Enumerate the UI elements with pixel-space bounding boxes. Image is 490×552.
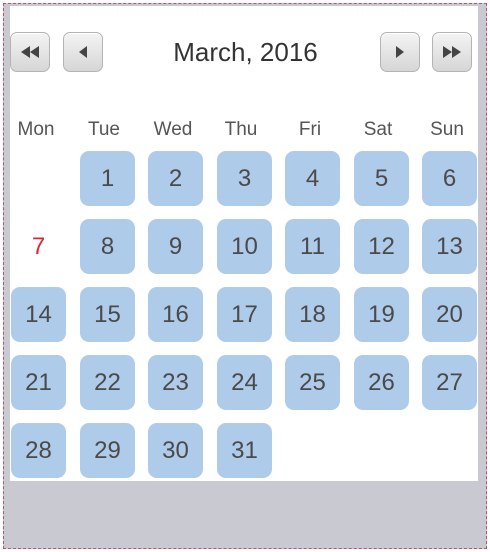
day-cell[interactable]: 6: [422, 151, 477, 206]
day-cell[interactable]: 16: [148, 287, 203, 342]
prev-year-button[interactable]: [10, 32, 50, 72]
day-cell[interactable]: 15: [80, 287, 135, 342]
weekday-mon: Mon: [17, 119, 55, 140]
day-cell[interactable]: 4: [285, 151, 340, 206]
day-cell[interactable]: 26: [354, 355, 409, 410]
prev-month-button[interactable]: [63, 32, 103, 72]
weekday-sun: Sun: [430, 119, 464, 140]
day-cell[interactable]: 21: [11, 355, 66, 410]
day-cell[interactable]: 8: [80, 219, 135, 274]
month-year-title: March, 2016: [173, 37, 318, 67]
day-cell[interactable]: 22: [80, 355, 135, 410]
day-cell[interactable]: 28: [11, 423, 66, 478]
day-cell[interactable]: 25: [285, 355, 340, 410]
day-cell[interactable]: 19: [354, 287, 409, 342]
weekday-sat: Sat: [363, 119, 393, 140]
double-right-arrow-icon: [441, 46, 463, 58]
double-left-arrow-icon: [19, 46, 41, 58]
next-month-button[interactable]: [380, 32, 420, 72]
day-cell[interactable]: 5: [354, 151, 409, 206]
right-arrow-icon: [394, 46, 406, 58]
day-cell[interactable]: 30: [148, 423, 203, 478]
day-cell[interactable]: 11: [285, 219, 340, 274]
day-cell[interactable]: 3: [217, 151, 272, 206]
day-cell[interactable]: 17: [217, 287, 272, 342]
day-cell[interactable]: 24: [217, 355, 272, 410]
weekday-thu: Thu: [224, 119, 258, 140]
day-cell[interactable]: 1: [80, 151, 135, 206]
day-cell[interactable]: 13: [422, 219, 477, 274]
day-cell[interactable]: 9: [148, 219, 203, 274]
day-cell[interactable]: 29: [80, 423, 135, 478]
day-cell[interactable]: 10: [217, 219, 272, 274]
day-cell[interactable]: 23: [148, 355, 203, 410]
day-cell[interactable]: 12: [354, 219, 409, 274]
day-cell-today[interactable]: 7: [11, 219, 66, 274]
day-cell[interactable]: 14: [11, 287, 66, 342]
left-arrow-icon: [77, 46, 89, 58]
day-cell[interactable]: 20: [422, 287, 477, 342]
next-year-button[interactable]: [432, 32, 472, 72]
calendar-panel: [10, 6, 478, 481]
weekday-tue: Tue: [87, 119, 121, 140]
calendar-widget: [3, 3, 487, 549]
weekday-fri: Fri: [298, 119, 322, 140]
day-cell[interactable]: 27: [422, 355, 477, 410]
day-cell[interactable]: 18: [285, 287, 340, 342]
weekday-wed: Wed: [153, 119, 193, 140]
day-cell[interactable]: 2: [148, 151, 203, 206]
day-cell[interactable]: 31: [217, 423, 272, 478]
